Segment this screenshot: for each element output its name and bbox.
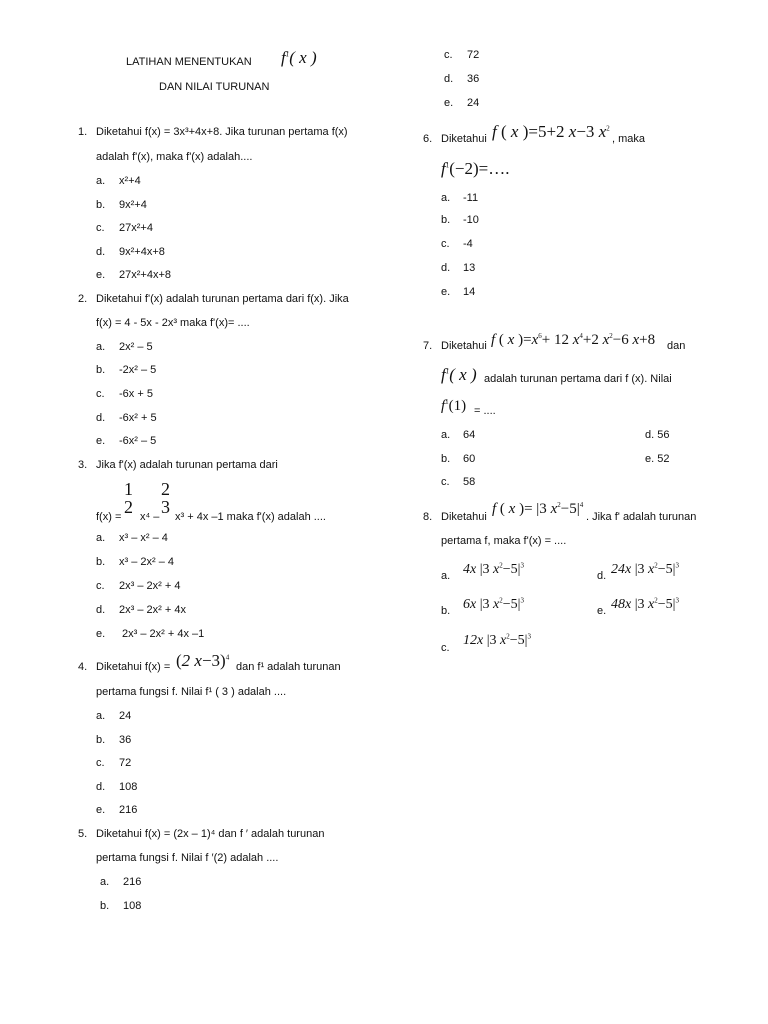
q4-opt-a-label: a.: [96, 710, 106, 722]
q1-opt-d-label: d.: [96, 246, 106, 258]
q6-formula: f ( x )=5+2 x−3 $x^2$: [492, 122, 610, 141]
q3-opt-b-label: b.: [96, 556, 106, 568]
q7-text1b: dan: [667, 340, 686, 352]
q5-text2: pertama fungsi f. Nilai f ′(2) adalah ....: [96, 852, 279, 864]
q1-opt-c: 27x²+4: [119, 222, 153, 234]
q4-number: 4.: [78, 661, 88, 673]
q1-opt-e-label: e.: [96, 269, 106, 281]
q6-text1b: , maka: [612, 133, 646, 145]
q5-opt-a: 216: [123, 876, 142, 888]
q6-opt-d-label: d.: [441, 262, 451, 274]
q8-opt-c: 12x |3 $x^2-5|^3$: [463, 632, 531, 648]
q3-opt-c-label: c.: [96, 580, 105, 592]
q8-opt-c-label: c.: [441, 642, 450, 654]
q4-text1a: Diketahui f(x) =: [96, 661, 171, 673]
q7-opt-d: d. 56: [645, 429, 670, 441]
q8-opt-a: 4x |3 $x^2-5|^3$: [463, 561, 524, 577]
q5-opt-b-label: b.: [100, 900, 110, 912]
q7-opt-e: e. 52: [645, 453, 670, 465]
q2-opt-e-label: e.: [96, 435, 106, 447]
q5-opt-d-label: d.: [444, 73, 454, 85]
q4-formula: (2 x−3)$^4$: [176, 651, 230, 670]
q7-opt-b-label: b.: [441, 453, 451, 465]
q1-opt-d: 9x²+4x+8: [119, 246, 165, 258]
q6-opt-b-label: b.: [441, 214, 451, 226]
q8-number: 8.: [423, 511, 433, 523]
q3-opt-d: 2x³ – 2x² + 4x: [119, 604, 186, 616]
q2-opt-a-label: a.: [96, 341, 106, 353]
q6-opt-e-label: e.: [441, 286, 451, 298]
q6-opt-c: -4: [463, 238, 473, 250]
q1-opt-a-label: a.: [96, 175, 106, 187]
q2-opt-d-label: d.: [96, 412, 106, 424]
q1-opt-e: 27x²+4x+8: [119, 269, 171, 281]
q7-text1a: Diketahui: [441, 340, 487, 352]
q7-opt-c: 58: [463, 476, 476, 488]
q1-text1: Diketahui f(x) = 3x³+4x+8. Jika turunan pertama f(x): [96, 126, 348, 138]
q6-opt-e: 14: [463, 286, 476, 298]
q6-opt-c-label: c.: [441, 238, 450, 250]
q2-text1: Diketahui f'(x) adalah turunan pertama dari f(x). Jika: [96, 293, 349, 305]
q1-text2: adalah f'(x), maka f'(x) adalah....: [96, 151, 253, 163]
q7-text2: adalah turunan pertama dari f (x). Nilai: [484, 373, 672, 385]
title-line2: DAN NILAI TURUNAN: [159, 81, 270, 93]
title-line1: LATIHAN MENENTUKAN: [126, 56, 252, 68]
q1-opt-b: 9x²+4: [119, 199, 147, 211]
q5-opt-e: 24: [467, 97, 480, 109]
q7-opt-a: 64: [463, 429, 476, 441]
q7-text3: = ....: [474, 405, 496, 417]
q3-text2c: x³ + 4x –1 maka f'(x) adalah ....: [175, 511, 326, 523]
q3-number: 3.: [78, 459, 88, 471]
q3-opt-a-label: a.: [96, 532, 106, 544]
q3-text2b: x⁴ –: [140, 511, 160, 523]
q5-opt-c: 72: [467, 49, 480, 61]
q2-opt-a: 2x² – 5: [119, 341, 153, 353]
q6-question-formula: $f^1(-2)=\dots$.: [441, 159, 510, 178]
q8-text1b: . Jika f' adalah turunan: [586, 511, 697, 523]
q4-opt-d-label: d.: [96, 781, 106, 793]
q4-opt-e-label: e.: [96, 804, 106, 816]
q4-text2: pertama fungsi f. Nilai f¹ ( 3 ) adalah ....: [96, 686, 287, 698]
q7-formula: f ( x )$=x^6+ 12$ $x^4+2$ $x^2-6$ x+8: [491, 332, 656, 348]
q6-opt-a: -11: [463, 192, 479, 204]
q8-text1a: Diketahui: [441, 511, 487, 523]
q3-text2a: f(x) =: [96, 511, 122, 523]
q2-opt-d: -6x² + 5: [119, 412, 157, 424]
q2-opt-c-label: c.: [96, 388, 105, 400]
q5-opt-e-label: e.: [444, 97, 454, 109]
q6-number: 6.: [423, 133, 433, 145]
q5-opt-c-label: c.: [444, 49, 453, 61]
q3-opt-a: x³ – x² – 4: [119, 532, 168, 544]
q5-text1: Diketahui f(x) = (2x – 1)⁴ dan f ′ adalah turunan: [96, 828, 325, 840]
q8-opt-d: 24x |3 $x^2-5|^3$: [611, 561, 679, 577]
q4-text1b: dan f¹ adalah turunan: [236, 661, 341, 673]
q2-number: 2.: [78, 293, 88, 305]
q3-opt-c: 2x³ – 2x² + 4: [119, 580, 181, 592]
q8-opt-a-label: a.: [441, 570, 451, 582]
q8-formula: f ( x )= |3 $x^2-5|^4$: [492, 501, 584, 517]
title-formula: $f^1$( x ): [281, 48, 317, 67]
q1-opt-a: x²+4: [119, 175, 141, 187]
q7-number: 7.: [423, 340, 433, 352]
q6-opt-d: 13: [463, 262, 476, 274]
q4-opt-c-label: c.: [96, 757, 105, 769]
q4-opt-d: 108: [119, 781, 138, 793]
q1-opt-c-label: c.: [96, 222, 105, 234]
q5-opt-a-label: a.: [100, 876, 110, 888]
q4-opt-a: 24: [119, 710, 132, 722]
q7-question-formula: $f^1(1)$: [441, 398, 467, 414]
q1-number: 1.: [78, 126, 88, 138]
q4-opt-b: 36: [119, 734, 132, 746]
q3-opt-d-label: d.: [96, 604, 106, 616]
q3-fraction-half: 1 2: [124, 479, 133, 517]
q6-opt-a-label: a.: [441, 192, 451, 204]
q2-text2: f(x) = 4 - 5x - 2x³ maka f'(x)= ....: [96, 317, 250, 329]
q8-text2: pertama f, maka f'(x) = ....: [441, 535, 567, 547]
q5-number: 5.: [78, 828, 88, 840]
q5-opt-b: 108: [123, 900, 142, 912]
q7-opt-a-label: a.: [441, 429, 451, 441]
q7-derivative-formula: $f^1$( x ): [441, 365, 477, 384]
q1-opt-b-label: b.: [96, 199, 106, 211]
q8-opt-b: 6x |3 $x^2-5|^3$: [463, 596, 524, 612]
q2-opt-c: -6x + 5: [119, 388, 153, 400]
q3-opt-e: 2x³ – 2x² + 4x –1: [122, 628, 205, 640]
q6-text1a: Diketahui: [441, 133, 487, 145]
q4-opt-e: 216: [119, 804, 138, 816]
q8-opt-e-label: e.: [597, 605, 607, 617]
q7-opt-c-label: c.: [441, 476, 450, 488]
q2-opt-b-label: b.: [96, 364, 106, 376]
q6-opt-b: -10: [463, 214, 479, 226]
q7-opt-b: 60: [463, 453, 476, 465]
q8-opt-d-label: d.: [597, 570, 607, 582]
q4-opt-c: 72: [119, 757, 132, 769]
q3-text1: Jika f'(x) adalah turunan pertama dari: [96, 459, 278, 471]
q2-opt-e: -6x² – 5: [119, 435, 157, 447]
q2-opt-b: -2x² – 5: [119, 364, 157, 376]
q3-opt-b: x³ – 2x² – 4: [119, 556, 175, 568]
q5-opt-d: 36: [467, 73, 480, 85]
q3-opt-e-label: e.: [96, 628, 106, 640]
q3-fraction-two-thirds: 2 3: [161, 479, 170, 517]
q8-opt-b-label: b.: [441, 605, 451, 617]
q4-opt-b-label: b.: [96, 734, 106, 746]
q8-opt-e: 48x |3 $x^2-5|^3$: [611, 596, 679, 612]
